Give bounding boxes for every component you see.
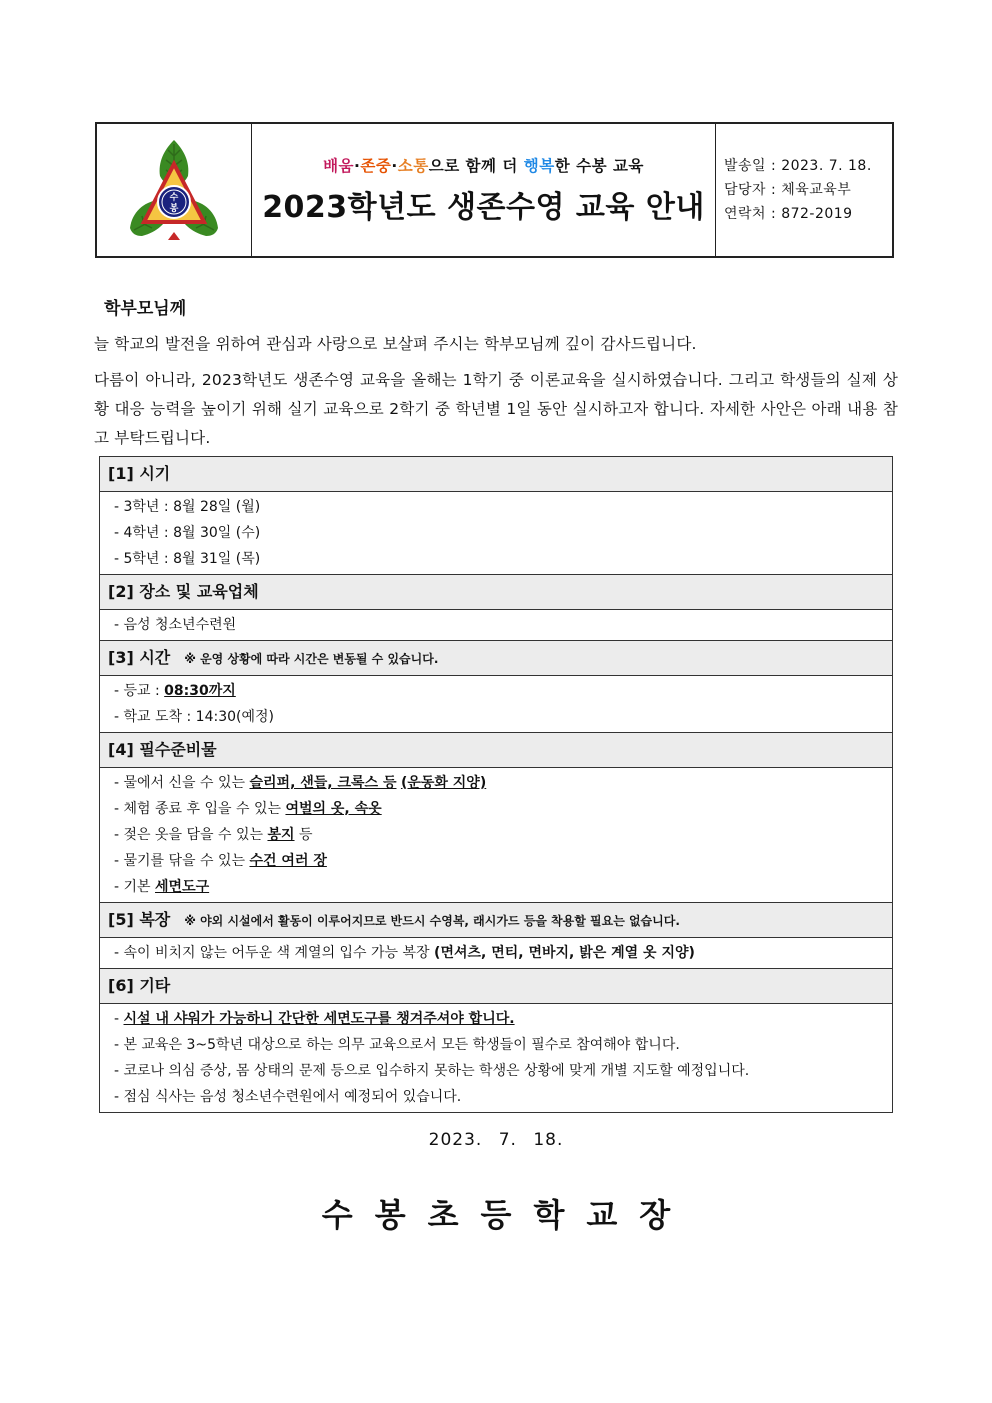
list-item: - 학교 도착 : 14:30(예정) xyxy=(114,709,274,725)
section-header-attire xyxy=(100,903,892,938)
item-text: - 젖은 옷을 담을 수 있는 xyxy=(114,827,268,843)
section-body-etc xyxy=(100,1004,892,1112)
school-emblem-icon xyxy=(124,136,224,244)
list-item: - 5학년 : 8월 31일 (목) xyxy=(114,551,261,567)
section-header-place xyxy=(100,575,892,610)
list-item: - 점심 식사는 음성 청소년수련원에서 예정되어 있습니다. xyxy=(114,1089,462,1105)
slogan-word-1: 배움 xyxy=(323,157,355,175)
list-item xyxy=(114,822,892,848)
item-emphasis: 수건 여러 장 xyxy=(249,853,327,869)
item-text: - 체험 종료 후 입을 수 있는 xyxy=(114,801,286,817)
issue-date: 2023. 7. 18. xyxy=(428,1130,564,1150)
sender-info xyxy=(716,124,892,256)
item-text: - 물에서 신을 수 있는 xyxy=(114,775,250,791)
section-header-time xyxy=(100,641,892,676)
slogan-sep: · xyxy=(354,157,361,175)
principal-signature: 수봉초등학교장 xyxy=(321,1196,693,1234)
logo-text-bottom: 봉 xyxy=(169,204,179,214)
item-text: - xyxy=(114,1011,124,1027)
item-emphasis: 여벌의 옷, 속옷 xyxy=(285,801,382,817)
school-logo-cell xyxy=(97,124,252,256)
section-title: [4] 필수준비물 xyxy=(108,740,217,759)
list-item xyxy=(114,874,892,900)
send-date: 발송일 : 2023. 7. 18. xyxy=(724,158,872,174)
slogan-word-2: 존중 xyxy=(360,157,392,175)
slogan-sep: · xyxy=(391,157,398,175)
title-cell xyxy=(252,124,716,256)
item-emphasis: 슬리퍼, 샌들, 크록스 등 xyxy=(249,775,397,791)
intro-paragraph-2: 다름이 아니라, 2023학년도 생존수영 교육을 올해는 1학기 중 이론교육을 실시하였습니다. 그리고 학생들의 실제 상황 대응 능력을 높이기 위해 실기 교육으로 2학기 중 학년별 1일 동안 실시하고자 합니다. 자세한 사안은 아래 내용 참고 부탁드립니다. xyxy=(94,371,898,447)
intro-paragraph-1: 늘 학교의 발전을 위하여 관심과 사랑으로 보살펴 주시는 학부모님께 깊이 감사드립니다. xyxy=(94,335,697,353)
section-title: [6] 기타 xyxy=(108,976,171,995)
item-emphasis: (운동화 지양) xyxy=(400,775,487,791)
section-note: ※ 야외 시설에서 활동이 이루어지므로 반드시 수영복, 래시가드 등을 착용할 필요는 없습니다. xyxy=(184,914,680,928)
item-text: - 속이 비치지 않는 어두운 색 계열의 입수 가능 복장 xyxy=(114,945,435,961)
slogan-mid: 으로 함께 더 xyxy=(428,157,524,175)
section-title: [1] 시기 xyxy=(108,464,171,483)
item-text: - 물기를 닦을 수 있는 xyxy=(114,853,250,869)
section-header-period xyxy=(100,457,892,492)
contact-phone: 연락처 : 872-2019 xyxy=(724,206,853,222)
slogan-tail: 한 수봉 교육 xyxy=(554,157,644,175)
section-title: [5] 복장 xyxy=(108,910,171,929)
item-emphasis: 세면도구 xyxy=(155,879,210,895)
section-title: [2] 장소 및 교육업체 xyxy=(108,582,259,601)
document-header xyxy=(95,122,894,258)
list-item xyxy=(114,770,892,796)
document-title: 2023학년도 생존수영 교육 안내 xyxy=(262,190,705,225)
item-text: 등 xyxy=(294,827,313,843)
item-emphasis: 08:30까지 xyxy=(164,683,236,699)
list-item xyxy=(114,848,892,874)
section-body-place xyxy=(100,610,892,641)
item-emphasis: 봉지 xyxy=(267,827,295,843)
contact-person: 담당자 : 체육교육부 xyxy=(724,182,852,198)
details-table xyxy=(99,456,893,1113)
section-body-time xyxy=(100,676,892,733)
logo-text-top: 수 xyxy=(169,193,179,203)
list-item xyxy=(114,940,892,966)
section-note: ※ 운영 상황에 따라 시간은 변동될 수 있습니다. xyxy=(184,652,439,666)
section-header-supplies xyxy=(100,733,892,768)
section-title: [3] 시간 xyxy=(108,648,171,667)
slogan-word-4: 행복 xyxy=(523,157,555,175)
list-item: - 음성 청소년수련원 xyxy=(114,617,237,633)
greeting: 학부모님께 xyxy=(104,299,187,319)
section-body-supplies xyxy=(100,768,892,903)
section-body-period xyxy=(100,492,892,575)
list-item xyxy=(114,796,892,822)
section-header-etc xyxy=(100,969,892,1004)
list-item: - 코로나 의심 증상, 몸 상태의 문제 등으로 입수하지 못하는 학생은 상황에 맞게 개별 지도할 예정입니다. xyxy=(114,1063,750,1079)
item-emphasis: (면셔츠, 면티, 면바지, 밝은 계열 옷 지양) xyxy=(434,945,695,961)
list-item: - 본 교육은 3~5학년 대상으로 하는 의무 교육으로서 모든 학생들이 필수로 참여해야 합니다. xyxy=(114,1037,680,1053)
list-item: - 4학년 : 8월 30일 (수) xyxy=(114,525,261,541)
item-emphasis: 시설 내 샤워가 가능하니 간단한 세면도구를 챙겨주셔야 합니다. xyxy=(123,1011,515,1027)
item-text: - 기본 xyxy=(114,879,156,895)
list-item xyxy=(114,678,892,704)
slogan-word-3: 소통 xyxy=(397,157,429,175)
list-item: - 3학년 : 8월 28일 (월) xyxy=(114,499,261,515)
school-slogan xyxy=(323,154,644,176)
item-text: - 등교 : xyxy=(114,683,165,699)
section-body-attire xyxy=(100,938,892,969)
list-item xyxy=(114,1006,892,1032)
